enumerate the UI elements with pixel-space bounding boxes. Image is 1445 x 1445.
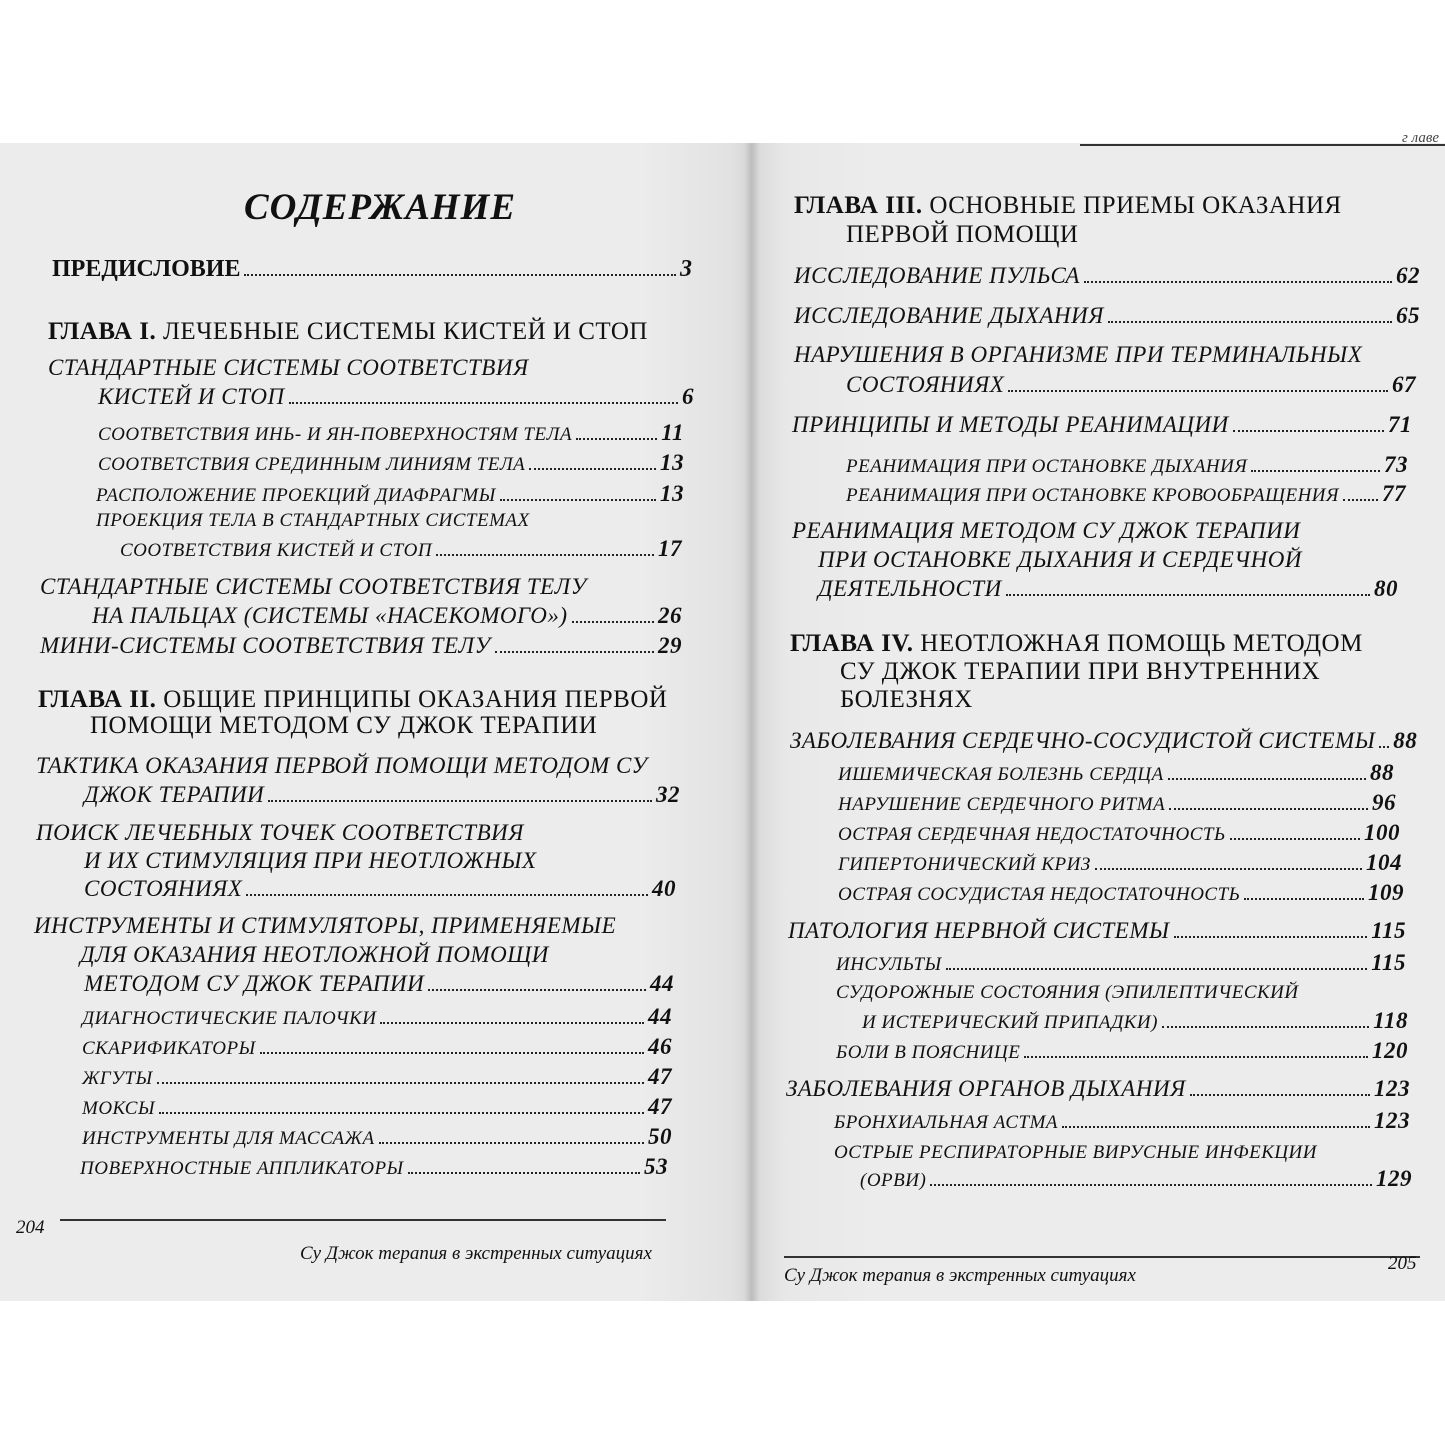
toc-entry[interactable]: МЕТОДОМ СУ ДЖОК ТЕРАПИИ 44 [84,971,674,996]
toc-subentry[interactable]: ОСТРАЯ СОСУДИСТАЯ НЕДОСТАТОЧНОСТЬ 109 [838,880,1404,905]
chapter-4-heading-line: СУ ДЖОК ТЕРАПИИ ПРИ ВНУТРЕННИХ [840,658,1321,685]
toc-entry[interactable]: СОСТОЯНИЯХ 67 [846,372,1416,397]
book-gutter [744,143,760,1301]
running-title: Су Джок терапия в экстренных ситуациях [784,1265,1136,1286]
chapter-3-heading-line: ПЕРВОЙ ПОМОЩИ [846,221,1079,248]
toc-entry[interactable]: ПАТОЛОГИЯ НЕРВНОЙ СИСТЕМЫ 115 [788,918,1406,943]
toc-subentry[interactable]: СООТВЕТСТВИЯ СРЕДИННЫМ ЛИНИЯМ ТЕЛА 13 [98,450,684,475]
toc-subentry[interactable]: БРОНХИАЛЬНАЯ АСТМА 123 [834,1108,1410,1133]
toc-entry-line: ОСТРЫЕ РЕСПИРАТОРНЫЕ ВИРУСНЫЕ ИНФЕКЦИИ [834,1142,1317,1163]
header-rule [1080,144,1445,146]
toc-entry[interactable]: МИНИ-СИСТЕМЫ СООТВЕТСТВИЯ ТЕЛУ 29 [40,633,682,658]
toc-subentry[interactable]: ГИПЕРТОНИЧЕСКИЙ КРИЗ 104 [838,850,1402,875]
toc-subentry[interactable]: СООТВЕТСТВИЯ ИНЬ- И ЯН-ПОВЕРХНОСТЯМ ТЕЛА 11 [98,420,684,445]
toc-subentry[interactable]: ЖГУТЫ 47 [82,1064,672,1089]
toc-entry[interactable]: ИССЛЕДОВАНИЕ ДЫХАНИЯ 65 [794,303,1420,328]
toc-entry[interactable]: ЗАБОЛЕВАНИЯ ОРГАНОВ ДЫХАНИЯ 123 [786,1076,1410,1101]
page-number: 205 [1388,1253,1417,1274]
toc-entry-line: ИНСТРУМЕНТЫ И СТИМУЛЯТОРЫ, ПРИМЕНЯЕМЫЕ [34,913,617,938]
toc-entry-line: ДЛЯ ОКАЗАНИЯ НЕОТЛОЖНОЙ ПОМОЩИ [80,942,549,967]
toc-entry-line: НАРУШЕНИЯ В ОРГАНИЗМЕ ПРИ ТЕРМИНАЛЬНЫХ [794,342,1363,367]
chapter-3-heading: ГЛАВА III. ОСНОВНЫЕ ПРИЕМЫ ОКАЗАНИЯ [794,192,1342,219]
chapter-2-heading-line: ПОМОЩИ МЕТОДОМ СУ ДЖОК ТЕРАПИИ [90,712,598,739]
chapter-1-heading: ГЛАВА I. ЛЕЧЕБНЫЕ СИСТЕМЫ КИСТЕЙ И СТОП [48,318,648,345]
chapter-4-heading: ГЛАВА IV. НЕОТЛОЖНАЯ ПОМОЩЬ МЕТОДОМ [790,630,1363,657]
page-title: СОДЕРЖАНИЕ [244,187,516,228]
toc-entry[interactable]: ДЕЯТЕЛЬНОСТИ 80 [818,576,1398,601]
toc-entry-line: СТАНДАРТНЫЕ СИСТЕМЫ СООТВЕТСТВИЯ [48,355,529,380]
toc-entry-line: ПРИ ОСТАНОВКЕ ДЫХАНИЯ И СЕРДЕЧНОЙ [818,547,1302,572]
toc-entry-line: РЕАНИМАЦИЯ МЕТОДОМ СУ ДЖОК ТЕРАПИИ [792,518,1301,543]
toc-entry[interactable]: СОСТОЯНИЯХ 40 [84,876,676,901]
toc-subentry[interactable]: ИНСУЛЬТЫ 115 [836,950,1406,975]
toc-subentry[interactable]: МОКСЫ 47 [82,1094,672,1119]
toc-entry[interactable]: ПРИНЦИПЫ И МЕТОДЫ РЕАНИМАЦИИ 71 [792,412,1412,437]
toc-entry[interactable]: ЗАБОЛЕВАНИЯ СЕРДЕЧНО-СОСУДИСТОЙ СИСТЕМЫ 88 [790,728,1418,753]
toc-subentry[interactable]: (ОРВИ) 129 [860,1166,1412,1191]
footer-rule [60,1219,666,1221]
toc-subentry[interactable]: ПОВЕРХНОСТНЫЕ АППЛИКАТОРЫ 53 [80,1154,668,1179]
page-number: 204 [16,1217,45,1238]
toc-entry[interactable]: ИССЛЕДОВАНИЕ ПУЛЬСА 62 [794,263,1420,288]
toc-entry[interactable]: КИСТЕЙ И СТОП 6 [98,384,694,409]
toc-subentry[interactable]: ОСТРАЯ СЕРДЕЧНАЯ НЕДОСТАТОЧНОСТЬ 100 [838,820,1400,845]
toc-subentry[interactable]: РЕАНИМАЦИЯ ПРИ ОСТАНОВКЕ ДЫХАНИЯ 73 [846,452,1408,477]
toc-entry-line: СТАНДАРТНЫЕ СИСТЕМЫ СООТВЕТСТВИЯ ТЕЛУ [40,574,587,599]
toc-subentry[interactable]: ДИАГНОСТИЧЕСКИЕ ПАЛОЧКИ 44 [82,1004,672,1029]
toc-entry[interactable]: ДЖОК ТЕРАПИИ 32 [84,782,680,807]
toc-entry[interactable]: НА ПАЛЬЦАХ (СИСТЕМЫ «НАСЕКОМОГО») 26 [92,603,682,628]
toc-subentry[interactable]: РЕАНИМАЦИЯ ПРИ ОСТАНОВКЕ КРОВООБРАЩЕНИЯ 77 [846,481,1406,506]
toc-subentry[interactable]: ИНСТРУМЕНТЫ ДЛЯ МАССАЖА 50 [82,1124,672,1149]
footer-rule [784,1256,1420,1258]
toc-subentry[interactable]: СООТВЕТСТВИЯ КИСТЕЙ И СТОП 17 [120,536,682,561]
toc-entry-line: ПОИСК ЛЕЧЕБНЫХ ТОЧЕК СООТВЕТСТВИЯ [36,820,524,845]
toc-subentry[interactable]: НАРУШЕНИЕ СЕРДЕЧНОГО РИТМА 96 [838,790,1396,815]
toc-subentry[interactable]: БОЛИ В ПОЯСНИЦЕ 120 [836,1038,1408,1063]
running-title: Су Джок терапия в экстренных ситуациях [300,1243,652,1264]
toc-subentry[interactable]: И ИСТЕРИЧЕСКИЙ ПРИПАДКИ) 118 [862,1008,1408,1033]
chapter-4-heading-line: БОЛЕЗНЯХ [840,686,973,713]
header-fragment: г лаве [1402,130,1439,146]
toc-subentry[interactable]: РАСПОЛОЖЕНИЕ ПРОЕКЦИЙ ДИАФРАГМЫ 13 [96,481,684,506]
toc-entry-preface[interactable]: ПРЕДИСЛОВИЕ 3 [52,256,692,282]
toc-subentry[interactable]: СКАРИФИКАТОРЫ 46 [82,1034,672,1059]
chapter-2-heading: ГЛАВА II. ОБЩИЕ ПРИНЦИПЫ ОКАЗАНИЯ ПЕРВОЙ [38,686,668,713]
toc-entry-line: И ИХ СТИМУЛЯЦИЯ ПРИ НЕОТЛОЖНЫХ [84,848,537,873]
toc-entry-line: ТАКТИКА ОКАЗАНИЯ ПЕРВОЙ ПОМОЩИ МЕТОДОМ СУ [36,753,648,778]
toc-subentry[interactable]: ИШЕМИЧЕСКАЯ БОЛЕЗНЬ СЕРДЦА 88 [838,760,1394,785]
toc-entry-line: СУДОРОЖНЫЕ СОСТОЯНИЯ (ЭПИЛЕПТИЧЕСКИЙ [836,982,1299,1003]
toc-entry-line: ПРОЕКЦИЯ ТЕЛА В СТАНДАРТНЫХ СИСТЕМАХ [96,510,530,531]
